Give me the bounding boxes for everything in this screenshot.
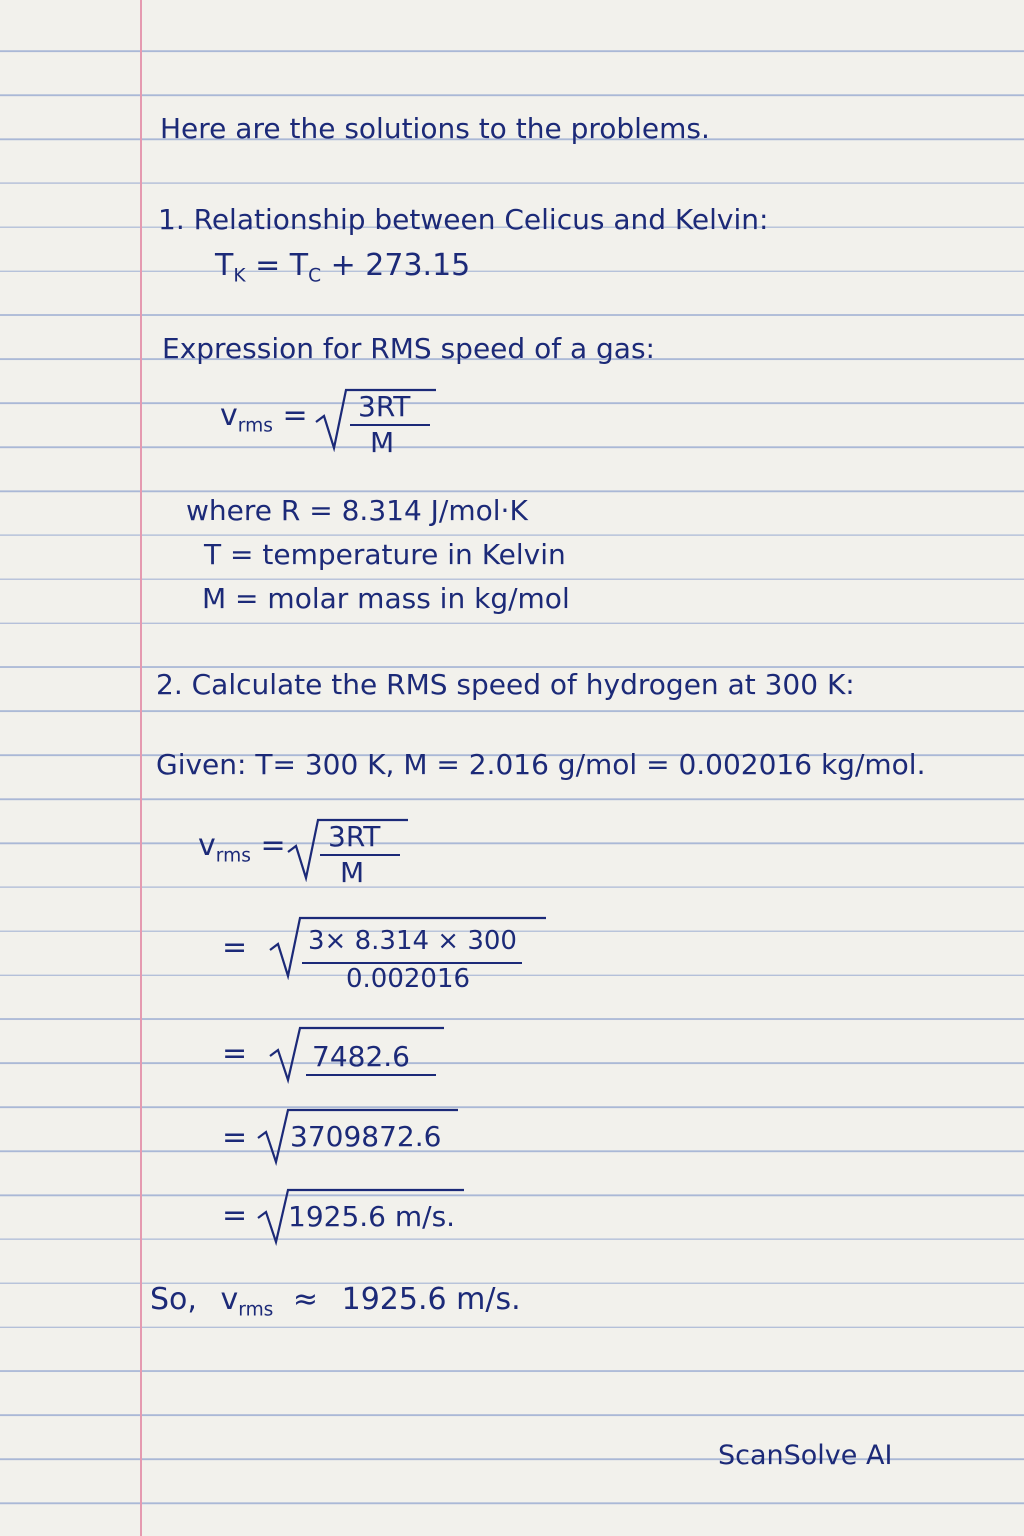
step4-value: 1925.6 m/s. [288,1200,456,1233]
step1-equals: = [222,930,248,965]
fraction-denominator: M [340,856,365,889]
problem2-heading: 2. Calculate the RMS speed of hydrogen at 300 K: [156,668,855,701]
vrms-lhs: $v_{rms}$ = [220,398,308,437]
fraction-numerator: 3RT [358,390,411,423]
value-underline [306,1074,436,1076]
fraction-numerator: 3RT [328,820,381,853]
margin-line [140,0,142,1536]
step3-equals: = [222,1120,248,1155]
step2-equals: = [222,1036,248,1071]
problem1-heading: 1. Relationship between Celicus and Kelvin: [158,203,769,236]
step4-equals: = [222,1198,248,1233]
where-line-t: T = temperature in Kelvin [204,538,566,571]
fraction-numerator: 3× 8.314 × 300 [308,926,517,956]
intro-line: Here are the solutions to the problems. [160,112,710,145]
step3-value: 3709872.6 [290,1120,442,1153]
rms-heading: Expression for RMS speed of a gas: [162,332,655,365]
fraction-denominator: 0.002016 [346,964,471,994]
vrms-lhs-2: $v_{rms}$ = [198,828,286,867]
kelvin-celsius-relation: $T_K = T_C + 273.15$ [215,248,471,287]
given-line: Given: T= 300 K, M = 2.016 g/mol = 0.002016 kg/mol. [156,748,926,781]
step2-value: 7482.6 [312,1040,410,1073]
where-line-r: where R = 8.314 J/mol·K [186,494,528,527]
conclusion-line: So, $v_{rms} \approx 1925.6$ m/s. [150,1282,521,1321]
fraction-denominator: M [370,426,395,459]
signature: ScanSolve AI [718,1440,893,1471]
where-line-m: M = molar mass in kg/mol [202,582,570,615]
